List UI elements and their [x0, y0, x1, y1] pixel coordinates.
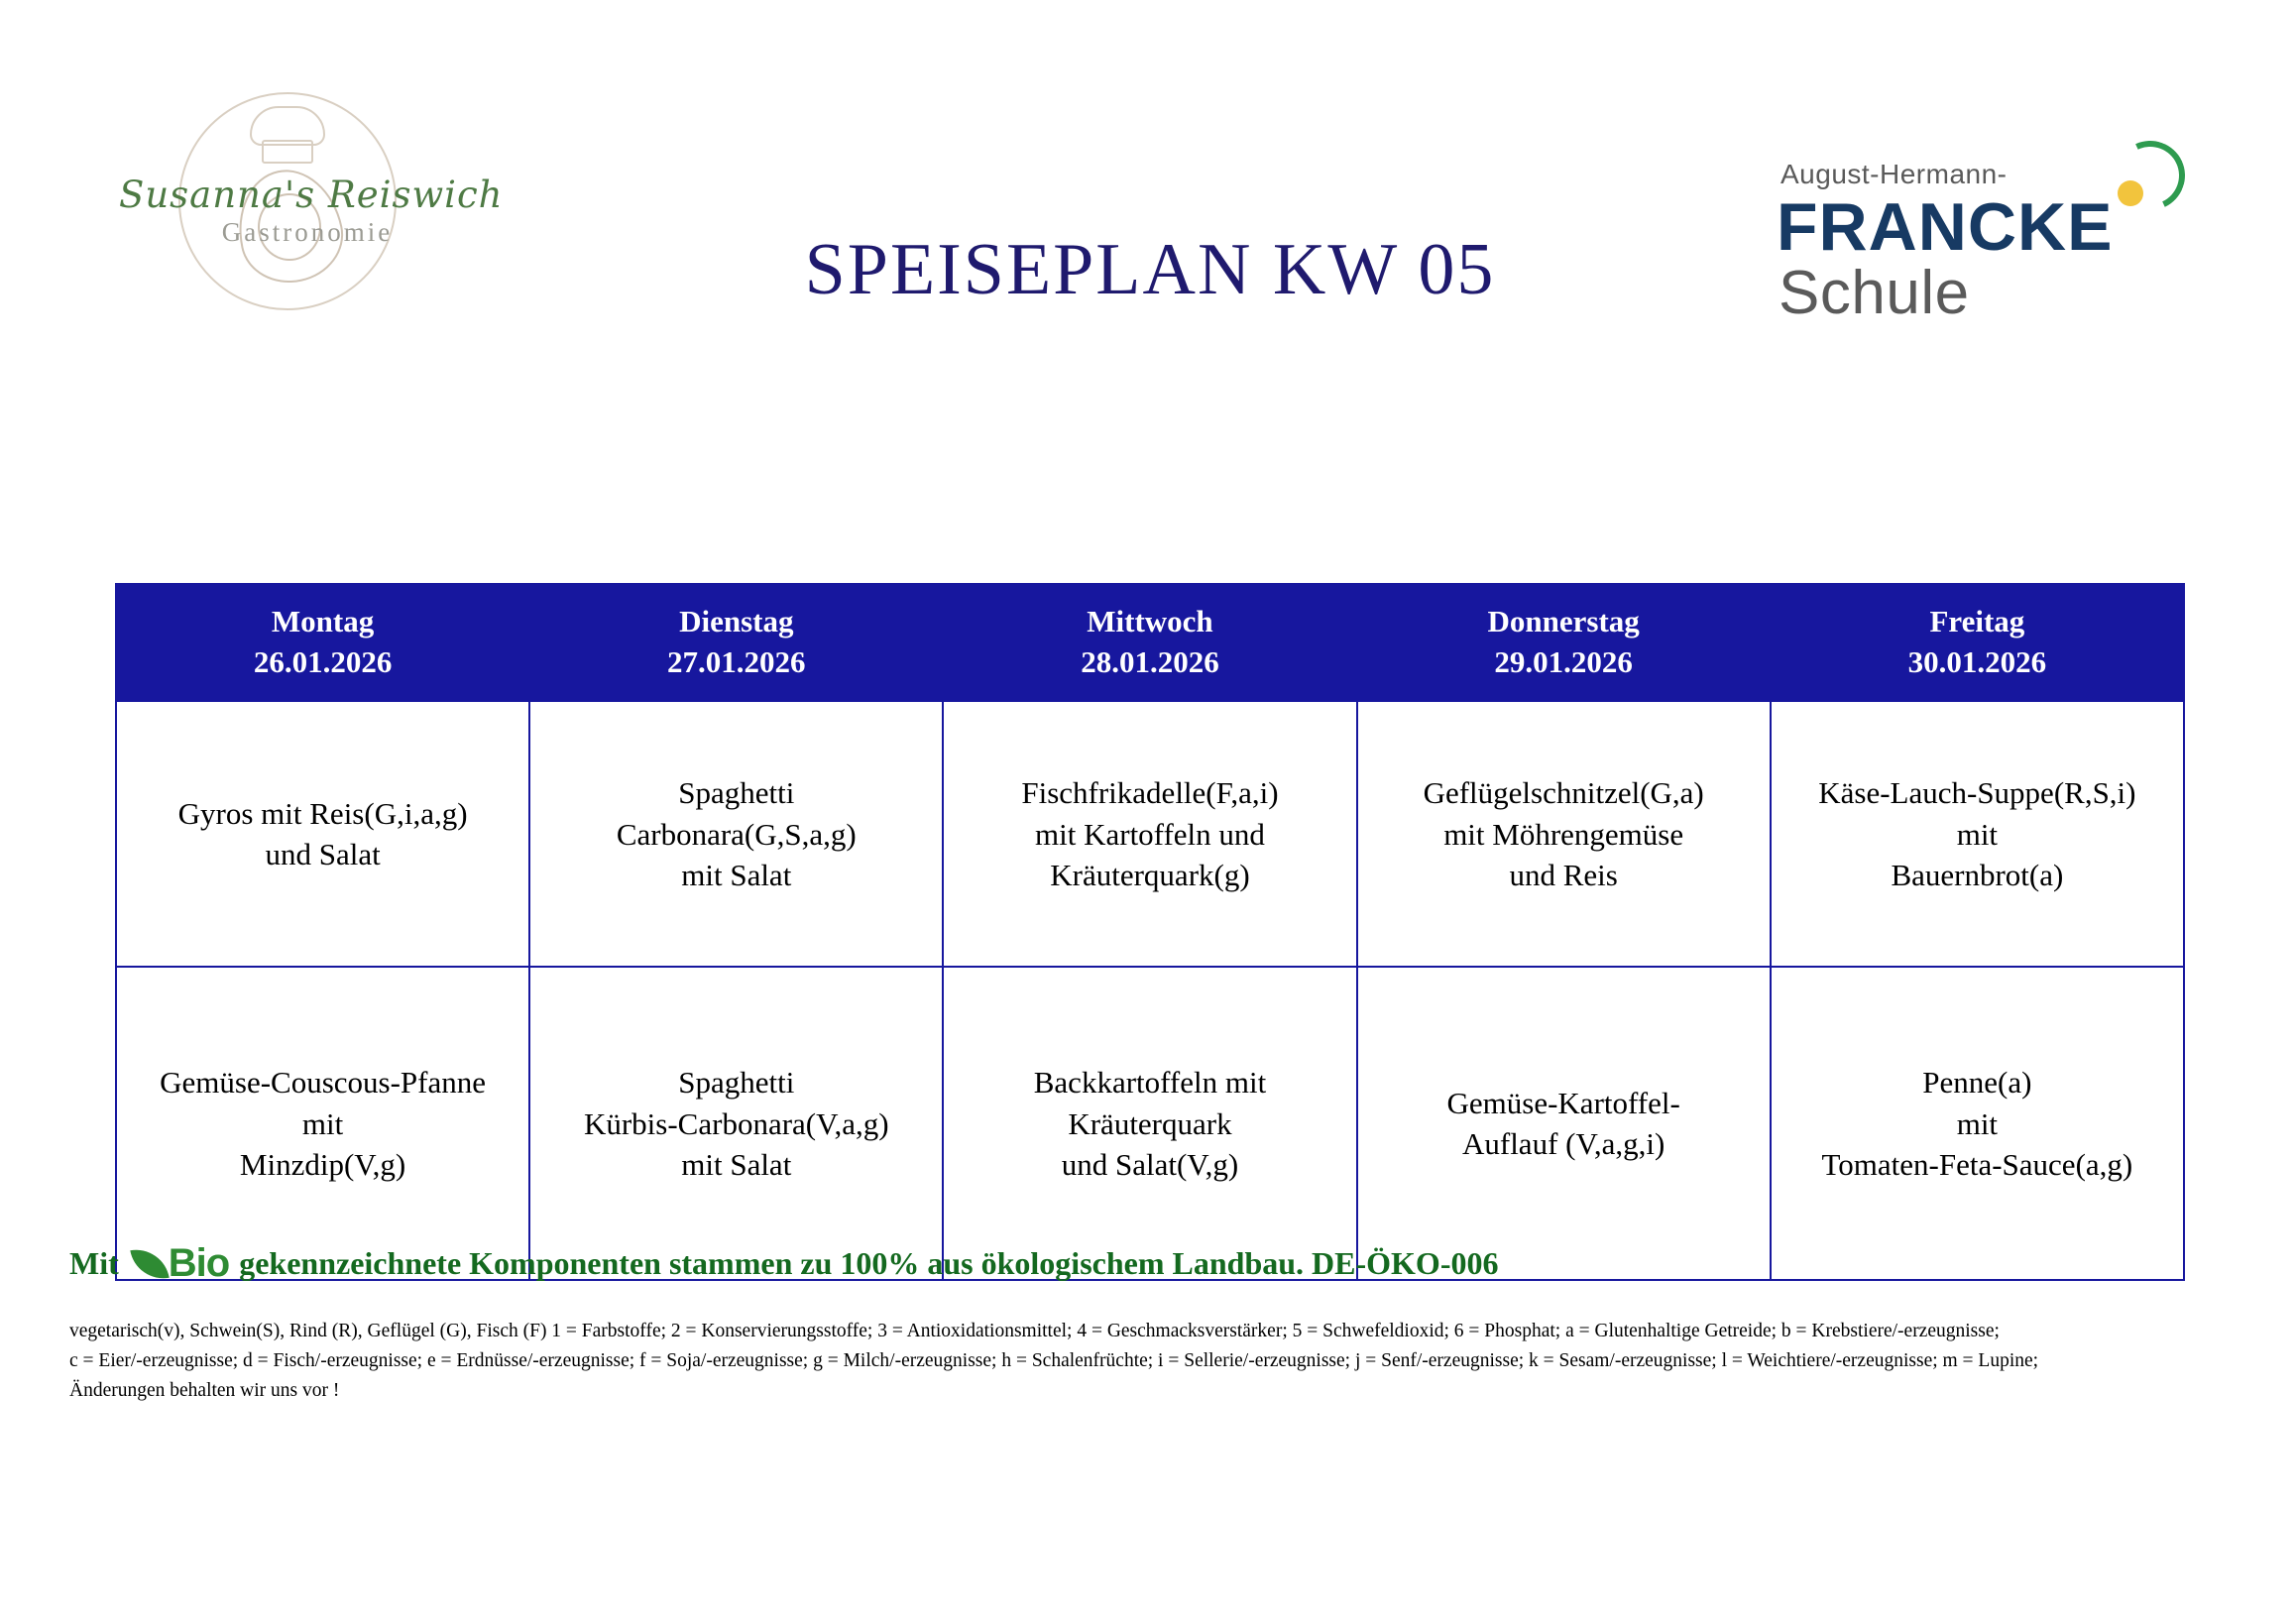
menu-cell: Geflügelschnitzel(G,a) mit Möhrengemüse und Reis [1357, 701, 1771, 967]
menu-cell: Gemüse-Couscous-Pfanne mit Minzdip(V,g) [116, 967, 529, 1280]
column-header-date: 30.01.2026 [1907, 644, 2047, 680]
column-header-date: 29.01.2026 [1494, 644, 1633, 680]
allergen-footnotes [69, 1317, 2231, 1407]
column-header-friday [1771, 584, 2184, 701]
column-header-date: 28.01.2026 [1081, 644, 1219, 680]
table-row [116, 967, 2184, 1280]
school-name-sub: Schule [1779, 259, 1970, 327]
school-logo [1761, 159, 2187, 337]
logo-arc-icon [2106, 131, 2195, 220]
bio-note-text: gekennzeichnete Komponenten stammen zu 100% aus ökologischem Landbau. DE-ÖKO-006 [239, 1245, 1499, 1281]
footnote-line-1: vegetarisch(v), Schwein(S), Rind (R), Geflügel (G), Fisch (F) 1 = Farbstoffe; 2 = Konservierungsstoffe; 3 = Antioxidationsmittel; 4 = Geschmacksverstärker; 5 = Schwefeldioxid; 6 = Phosphat; a = Glutenhaltige Getreide; b = Krebstiere/-erzeugnisse; [69, 1321, 2000, 1341]
menu-cell: Gyros mit Reis(G,i,a,g) und Salat [116, 701, 529, 967]
gastronomy-brand-name: Susanna's Reiswich [119, 174, 504, 216]
column-header-monday [116, 584, 529, 701]
menu-cell: Penne(a) mit Tomaten-Feta-Sauce(a,g) [1771, 967, 2184, 1280]
column-header-wednesday [943, 584, 1356, 701]
school-name-main: FRANCKE [1777, 189, 2114, 265]
menu-cell: Gemüse-Kartoffel- Auflauf (V,a,g,i) [1357, 967, 1771, 1280]
menu-cell: Fischfrikadelle(F,a,i) mit Kartoffeln und Kräuterquark(g) [943, 701, 1356, 967]
menu-table [115, 583, 2185, 1281]
menu-table-body [116, 701, 2184, 1280]
school-name-top: August-Hermann- [1780, 159, 2008, 189]
leaf-icon [130, 1244, 169, 1283]
menu-cell: Backkartoffeln mit Kräuterquark und Salat(V,g) [943, 967, 1356, 1280]
column-header-tuesday [529, 584, 943, 701]
table-header-row [116, 584, 2184, 701]
column-header-thursday [1357, 584, 1771, 701]
menu-cell: Spaghetti Kürbis-Carbonara(V,a,g) mit Salat [529, 967, 943, 1280]
column-header-day: Dienstag [679, 604, 794, 638]
gastronomy-brand-subtitle: Gastronomie [221, 217, 394, 247]
bio-note-prefix: Mit [69, 1245, 119, 1281]
bio-badge [133, 1241, 229, 1286]
menu-cell: Käse-Lauch-Suppe(R,S,i) mit Bauernbrot(a) [1771, 701, 2184, 967]
menu-table-header [116, 584, 2184, 701]
bio-badge-label: Bio [168, 1241, 230, 1285]
page-title: SPEISEPLAN KW 05 [804, 229, 1496, 310]
column-header-day: Mittwoch [1087, 604, 1213, 638]
column-header-date: 26.01.2026 [253, 644, 393, 680]
footnote-line-2: c = Eier/-erzeugnisse; d = Fisch/-erzeugnisse; e = Erdnüsse/-erzeugnisse; f = Soja/-erzeugnisse; g = Milch/-erzeugnisse; h = Schalenfrüchte; i = Sellerie/-erzeugnisse; j = Senf/-erzeugnisse; k = Sesam/-erzeugnisse; l = Weichtiere/-erzeugnisse; m = Lupine; [69, 1350, 2039, 1372]
column-header-day: Montag [271, 604, 375, 638]
bio-note [69, 1241, 1498, 1286]
chef-hat-icon [246, 106, 325, 162]
column-header-date: 27.01.2026 [667, 644, 806, 680]
menu-cell: Spaghetti Carbonara(G,S,a,g) mit Salat [529, 701, 943, 967]
gastronomy-logo [119, 84, 504, 312]
footnote-line-3: Änderungen behalten wir uns vor ! [69, 1380, 340, 1402]
table-row [116, 701, 2184, 967]
document-header [0, 0, 2296, 397]
logo-dot-icon [2118, 180, 2143, 206]
column-header-day: Donnerstag [1487, 604, 1640, 638]
column-header-day: Freitag [1929, 604, 2025, 638]
